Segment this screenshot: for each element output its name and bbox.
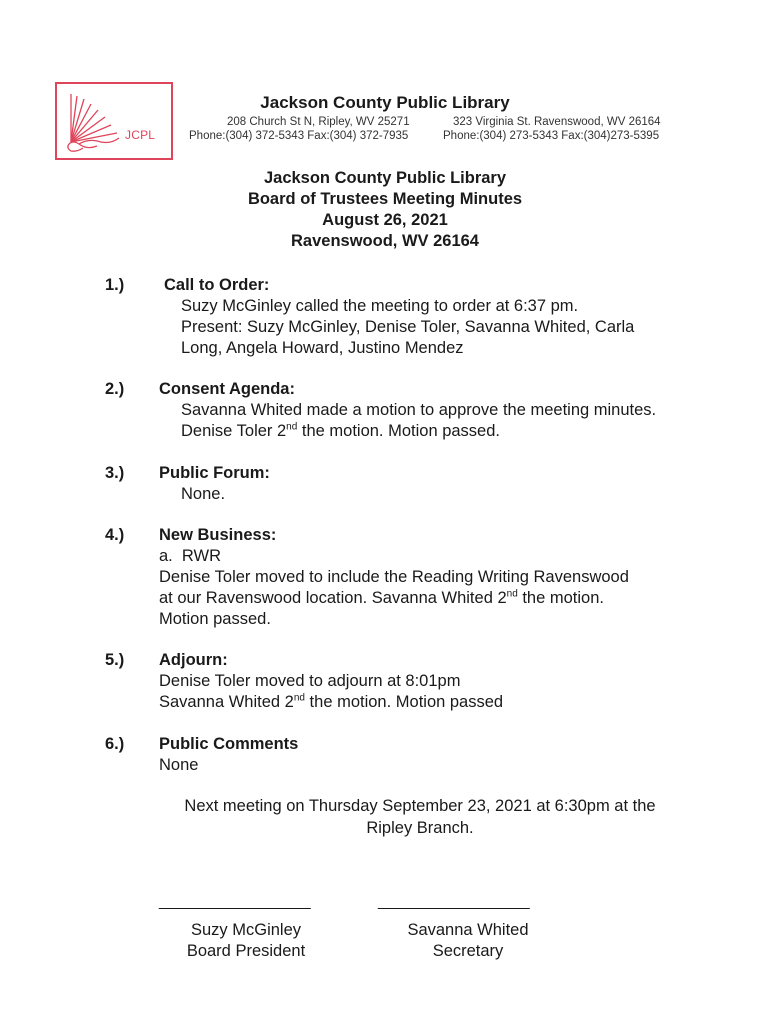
- section-number: 6.): [105, 735, 125, 753]
- ravenswood-phone: Phone:(304) 273-5343 Fax:(304)273-5395: [443, 130, 660, 142]
- signature-president: [146, 920, 346, 962]
- ripley-phone: Phone:(304) 372-5343 Fax:(304) 372-7935: [189, 130, 409, 142]
- section-line: Savanna Whited made a motion to approve the meeting minutes.: [181, 401, 657, 419]
- section-line: a. RWR: [159, 547, 222, 565]
- section-title: New Business:: [159, 526, 277, 544]
- section-line: None.: [181, 485, 226, 503]
- signer-title: Secretary: [432, 942, 504, 960]
- next-meeting-note: [160, 795, 680, 839]
- next-meeting-line: Ripley Branch.: [366, 819, 474, 837]
- section-title: Adjourn:: [159, 651, 228, 669]
- meeting-date: August 26, 2021: [322, 211, 448, 229]
- section-number: 2.): [105, 380, 125, 398]
- signature-line-right: __________________: [378, 893, 530, 910]
- signer-name: Suzy McGinley: [190, 921, 302, 939]
- section-title: Consent Agenda:: [159, 380, 295, 398]
- section-line: Suzy McGinley called the meeting to order at 6:37 pm.: [181, 297, 579, 315]
- page-title: Jackson County Public Library: [263, 169, 507, 187]
- section-title: Call to Order:: [164, 276, 270, 294]
- section-number: 5.): [105, 651, 125, 669]
- page-subtitle: Board of Trustees Meeting Minutes: [247, 190, 523, 208]
- section-line: Motion passed.: [159, 610, 271, 628]
- logo-text: JCPL: [125, 128, 156, 142]
- section-line: Denise Toler 2nd the motion. Motion passed.: [181, 421, 500, 440]
- section-number: 4.): [105, 526, 125, 544]
- section-line: Denise Toler moved to adjourn at 8:01pm: [159, 672, 461, 690]
- ravenswood-address: 323 Virginia St. Ravenswood, WV 26164: [453, 116, 661, 128]
- section-line: at our Ravenswood location. Savanna Whited 2nd the motion.: [159, 588, 604, 607]
- section-line: Denise Toler moved to include the Reading Writing Ravenswood: [159, 568, 629, 586]
- section-line: Long, Angela Howard, Justino Mendez: [181, 339, 464, 357]
- ripley-address: 208 Church St N, Ripley, WV 25271: [227, 116, 410, 128]
- section-number: 3.): [105, 464, 125, 482]
- letterhead-title: Jackson County Public Library: [260, 93, 510, 112]
- section-number: 1.): [105, 276, 125, 294]
- section-title: Public Forum:: [159, 464, 270, 482]
- signer-name: Savanna Whited: [407, 921, 529, 939]
- section-line: Savanna Whited 2nd the motion. Motion passed: [159, 692, 504, 711]
- meeting-location: Ravenswood, WV 26164: [291, 232, 479, 250]
- section-line: Present: Suzy McGinley, Denise Toler, Savanna Whited, Carla: [181, 318, 635, 336]
- section-title: Public Comments: [159, 735, 299, 753]
- signer-title: Board President: [186, 942, 306, 960]
- section-line: None: [159, 756, 199, 774]
- next-meeting-line: Next meeting on Thursday September 23, 2021 at 6:30pm at the: [184, 797, 656, 815]
- signature-secretary: [368, 920, 568, 962]
- signature-line-left: __________________: [159, 893, 311, 910]
